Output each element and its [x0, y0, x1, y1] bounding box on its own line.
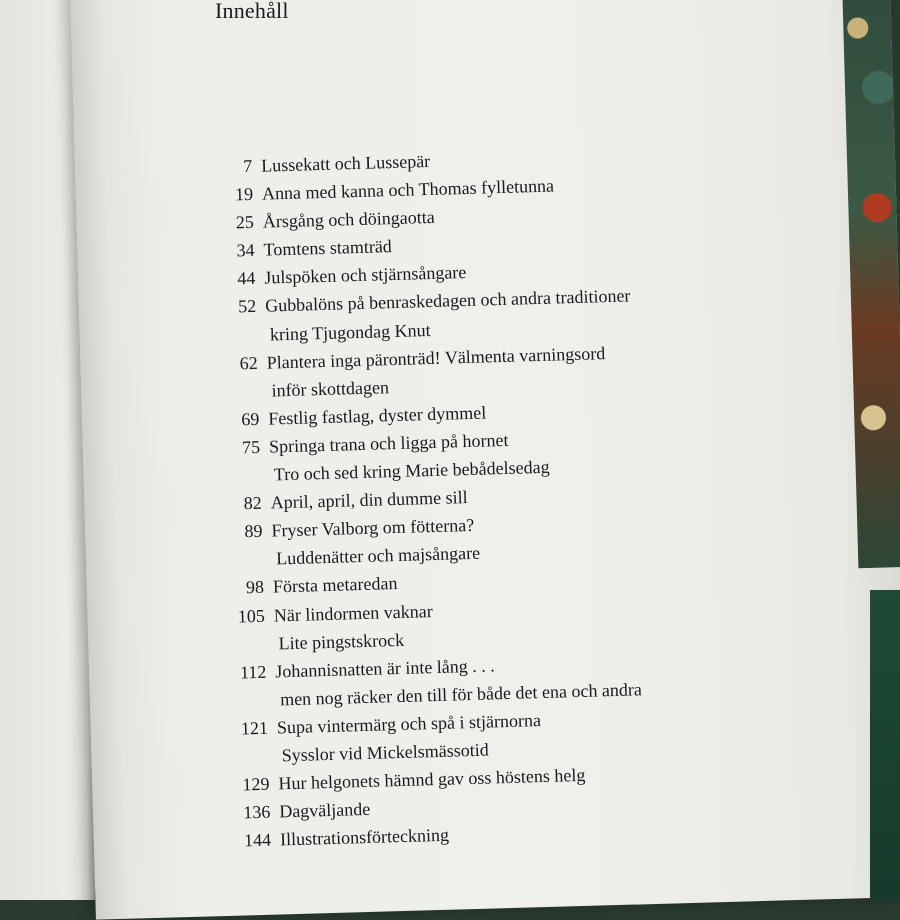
toc-entry-title: När lindormen vaknar	[273, 600, 433, 625]
toc-entry-title: Anna med kanna och Thomas fylletunna	[261, 175, 555, 204]
toc-page-number: 144	[243, 829, 272, 851]
toc-entry-title: Fryser Valborg om fötterna?	[271, 515, 475, 541]
toc-page-number: 129	[242, 773, 270, 795]
toc-entry-subtitle: Tro och sed kring Marie bebådelsedag	[273, 456, 550, 485]
table-of-contents	[178, 142, 757, 860]
toc-page-number: 136	[243, 801, 271, 823]
book-cover-edge	[870, 590, 900, 900]
toc-entry-title: Johannisnatten är inte lång . . .	[275, 655, 496, 682]
toc-page-number: 44	[237, 268, 256, 289]
toc-entry-title: Plantera inga päronträd! Välmenta varningsord	[266, 342, 606, 373]
toc-page-number: 89	[244, 521, 263, 542]
toc-page-number: 62	[239, 352, 259, 374]
facing-illustration	[842, 0, 900, 568]
toc-entry-subtitle: men nog räcker den till för både det ena och andra	[279, 679, 643, 710]
toc-entry-title: Första metaredan	[272, 573, 398, 597]
toc-entry-title: Gubbalöns på benraskedagen och andra traditioner	[264, 285, 631, 317]
toc-page-number: 75	[241, 436, 261, 458]
toc-entry-title: Supa vintermärg och spå i stjärnorna	[276, 709, 542, 738]
toc-entry-title: Festlig fastlag, dyster dymmel	[268, 402, 487, 429]
page-title: Innehåll	[215, 0, 289, 23]
toc-entry-title: Lussekatt och Lussepär	[260, 150, 431, 176]
toc-page-number: 105	[237, 605, 266, 627]
toc-page-number: 121	[240, 717, 269, 739]
toc-entry-title: Springa trana och ligga på hornet	[268, 429, 509, 457]
toc-page-number: 52	[237, 296, 257, 317]
toc-entry-subtitle: Lite pingstskrock	[278, 629, 405, 653]
toc-entry-subtitle: kring Tjugondag Knut	[269, 319, 431, 345]
toc-page-number: 34	[236, 240, 255, 261]
toc-entry-subtitle: inför skottdagen	[271, 376, 390, 401]
toc-entry-title: Årsgång och döingaotta	[262, 207, 435, 232]
toc-entry-title: Dagväljande	[279, 799, 371, 822]
toc-page-number: 25	[235, 212, 255, 233]
toc-entry-title: Julspöken och stjärnsångare	[264, 262, 467, 289]
toc-page-number: 69	[241, 408, 260, 430]
toc-page-number: 112	[239, 661, 267, 683]
toc-entry-title: Hur helgonets hämnd gav oss höstens helg	[278, 764, 586, 794]
toc-entry-title: April, april, din dumme sill	[270, 487, 468, 513]
toc-entry-subtitle: Sysslor vid Mickelsmässotid	[281, 739, 489, 766]
toc-entry-title: Tomtens stamträd	[263, 236, 393, 260]
toc-page-number: 7	[242, 155, 253, 177]
toc-page-number: 19	[234, 184, 254, 205]
toc-entry-subtitle: Luddenätter och majsångare	[275, 543, 481, 569]
toc-page-number: 82	[243, 492, 262, 514]
toc-page-number: 98	[245, 577, 265, 598]
toc-entry-title: Illustrationsförteckning	[279, 824, 450, 850]
